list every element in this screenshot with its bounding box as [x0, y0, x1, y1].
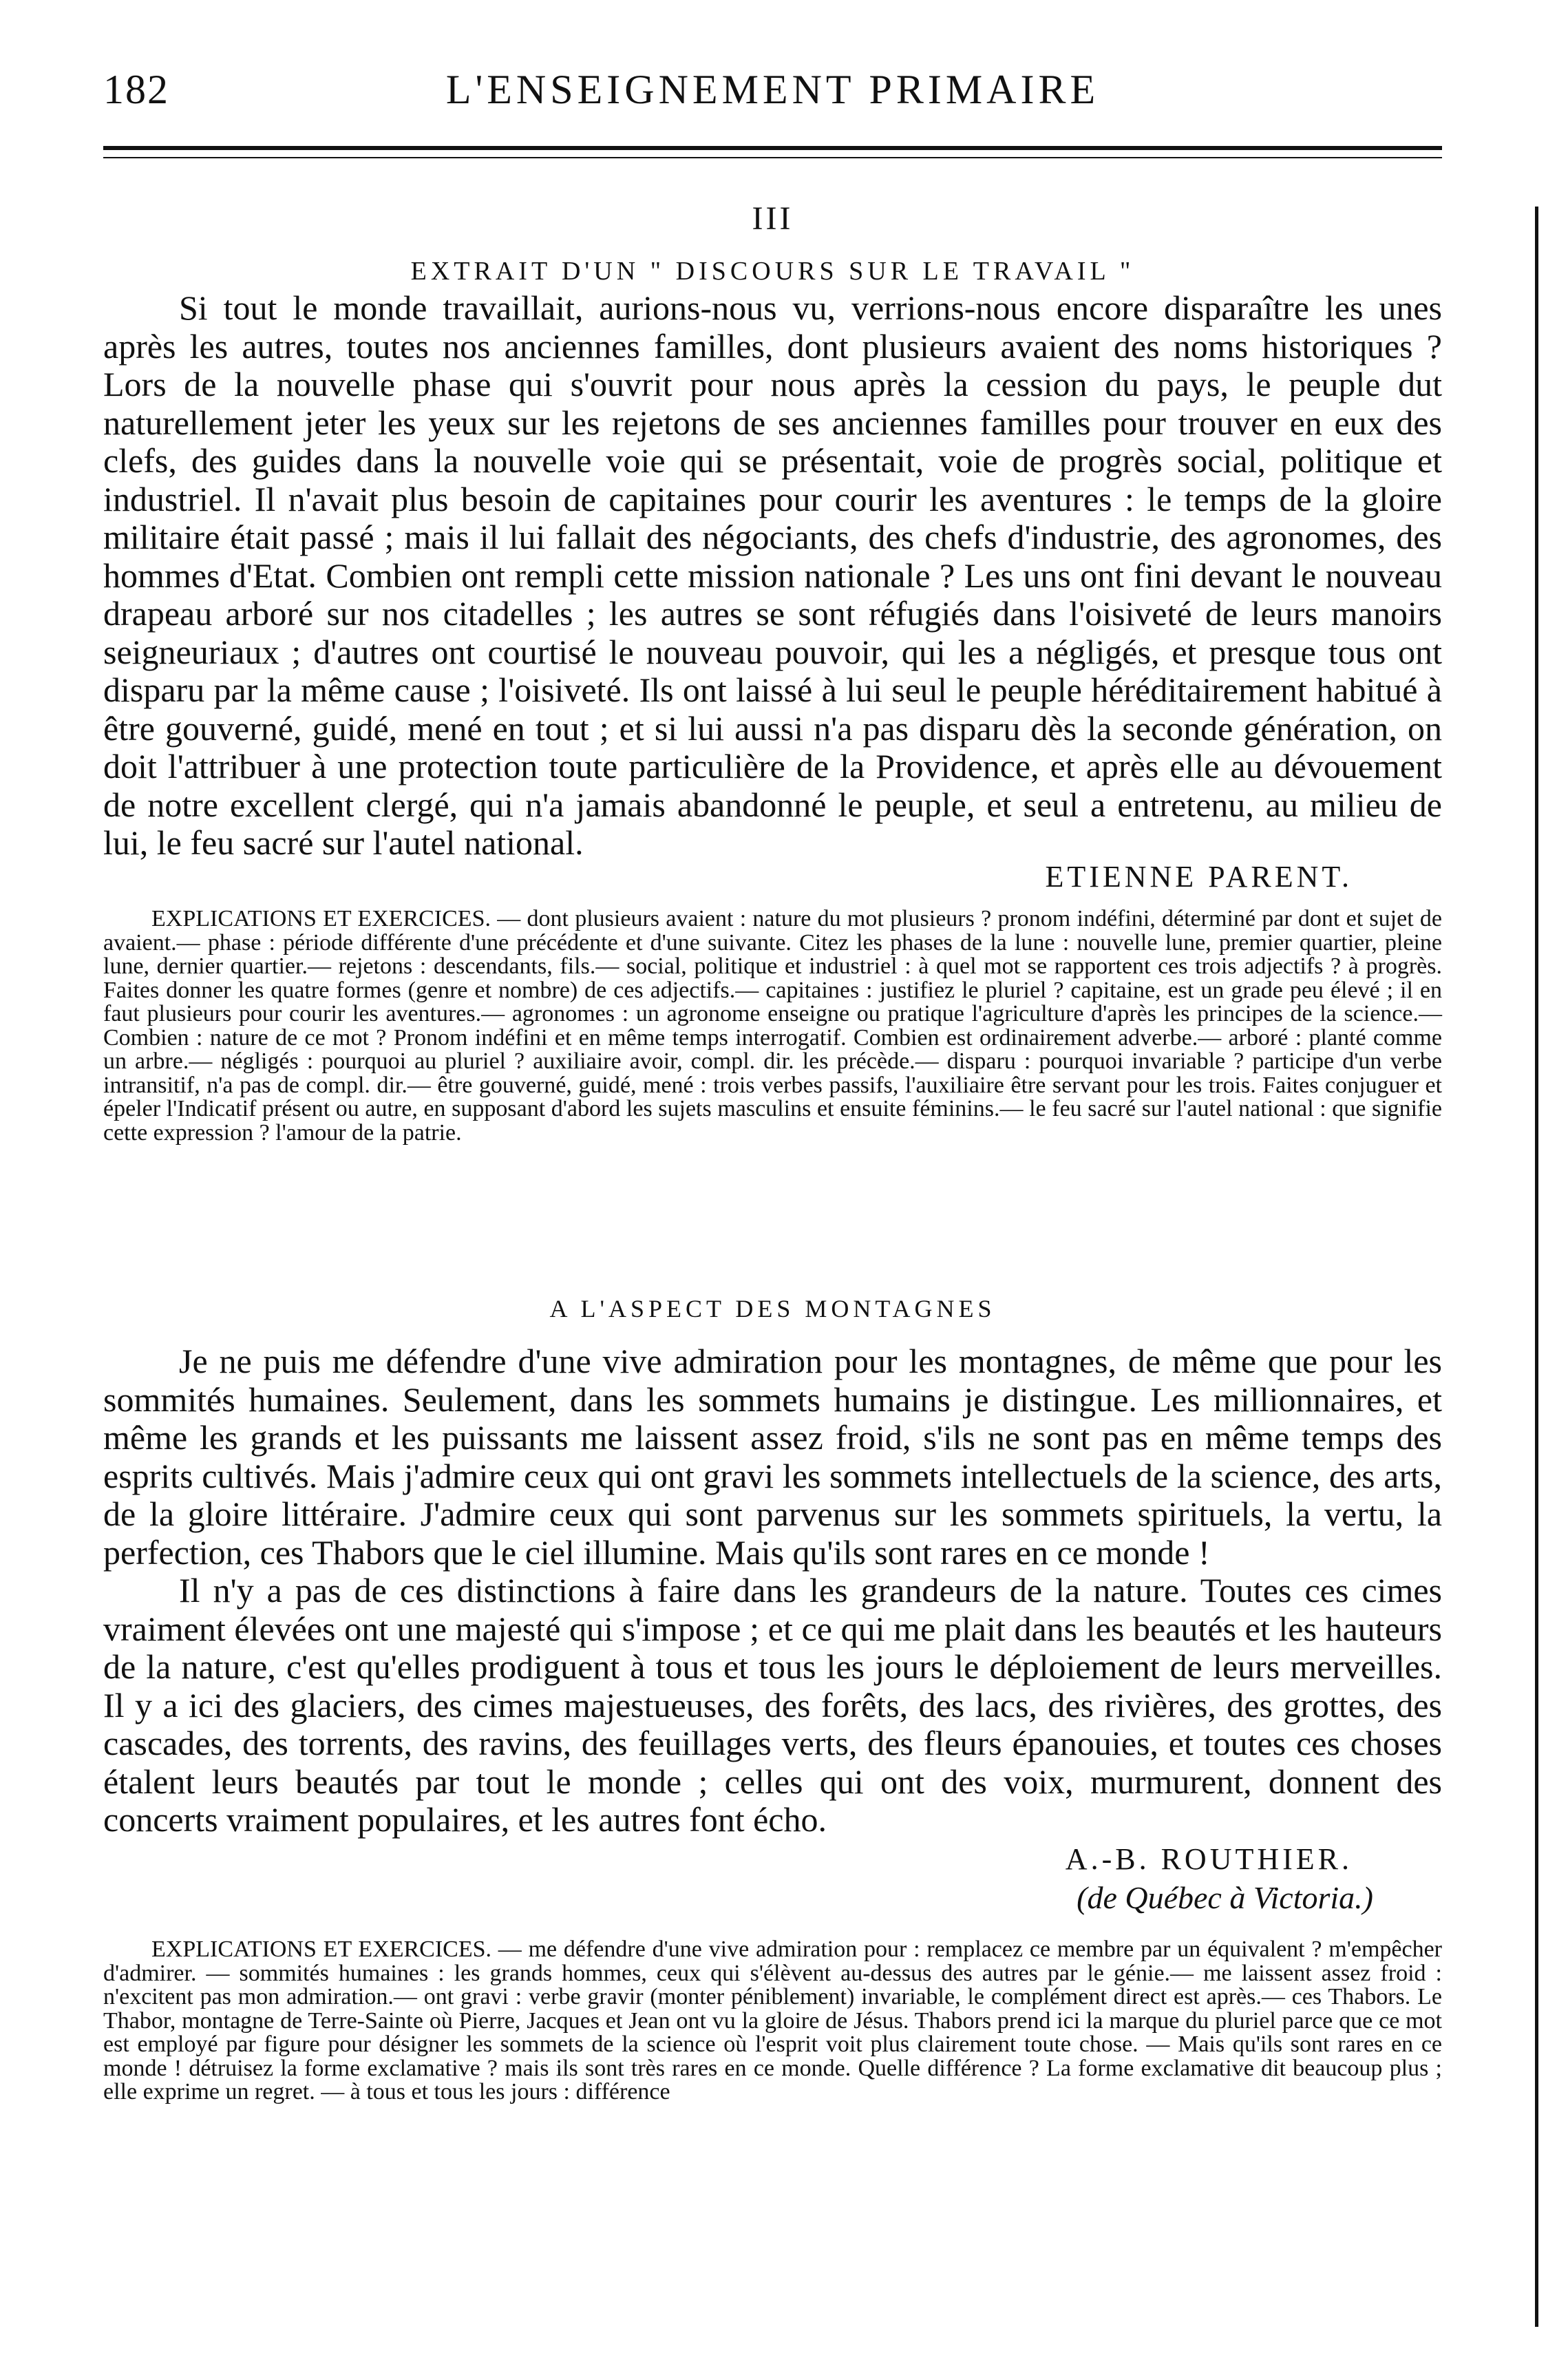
section2-author: A.-B. ROUTHIER.: [1065, 1842, 1353, 1876]
section-number: III: [752, 200, 794, 237]
page-number: 182: [103, 67, 169, 112]
section2-paragraph: Je ne puis me défendre d'une vive admiration pour les montagnes, de même que pour les sommités humaines. Seulement, dans les sommets humains je distingue. Les millionnaires, et même les grands et les puissants me laissent assez froid, s'ils ne sont pas en même temps des esprits cultivés. Mais j'admire ceux qui ont gravi les sommets intellectuels de la science, des arts, de la gloire littéraire. J'admire ceux qui sont parvenus sur les sommets spirituels, la vertu, la perfection, ces Thabors que le ciel illumine. Mais qu'ils sont rares en ce monde !: [103, 1342, 1442, 1572]
header-rule-thick: [103, 146, 1442, 150]
section2-title: A L'ASPECT DES MONTAGNES: [549, 1295, 996, 1322]
running-title: L'ENSEIGNEMENT PRIMAIRE: [445, 67, 1100, 112]
section2-paragraph: Il n'y a pas de ces distinctions à faire dans les grandeurs de la nature. Toutes ces cimes vraiment élevées ont une majesté qui s'impose ; et ce qui me plait dans les beautés et les hauteurs de la nature, c'est qu'elles prodiguent à tous et tous les jours le déploiement de leurs merveilles. Il y a ici des glaciers, des cimes majestueuses, des forêts, des lacs, des rivières, des grottes, des cascades, des torrents, des ravins, des feuillages verts, des fleurs épanouies, et toutes ces choses étalent leurs beautés par tout le monde ; celles qui ont des voix, murmurent, donnent des concerts vraiment populaires, et les autres font écho.: [103, 1571, 1442, 1839]
section2-body: [103, 1342, 1442, 1839]
section2-explications: EXPLICATIONS ET EXERCICES. — me défendre d'une vive admiration pour : remplacez ce membre par un équivalent ? m'empêcher d'admirer. — sommités humaines : les grands hommes, ceux qui s'élèvent au-dessus des autres par le génie.— me laissent assez froid : n'excitent pas mon admiration.— ont gravi : verbe gravir (monter péniblement) invariable, le complément direct est après.— ces Thabors. Le Thabor, montagne de Terre-Sainte où Pierre, Jacques et Jean ont vu la gloire de Jésus. Thabors prend ici la marque du pluriel parce que ce mot est employé par figure pour désigner les sommets de la science où l'esprit voit plus clairement toute chose. — Mais qu'ils sont rares en ce monde ! détruisez la forme exclamative ? mais ils sont très rares en ce monde. Quelle différence ? La forme exclamative dit beaucoup plus ; elle exprime un regret. — à tous et tous les jours : différence: [103, 1937, 1442, 2104]
margin-line: [1535, 207, 1538, 2327]
section-author: ETIENNE PARENT.: [1045, 860, 1353, 894]
section-paragraph: Si tout le monde travaillait, aurions-nous vu, verrions-nous encore disparaître les unes après les autres, toutes nos anciennes familles, dont plusieurs avaient des noms historiques ? Lors de la nouvelle phase qui s'ouvrit pour nous après la cession du pays, le peuple dut naturellement jeter les yeux sur les rejetons de ses anciennes familles pour trouver en eux des clefs, des guides dans la nouvelle voie qui se présentait, voie de progrès social, politique et industriel. Il n'avait plus besoin de capitaines pour courir les aventures : le temps de la gloire militaire était passé ; mais il lui fallait des négociants, des chefs d'industrie, des agronomes, des hommes d'Etat. Combien ont rempli cette mission nationale ? Les uns ont fini devant le nouveau drapeau arboré sur nos citadelles ; les autres se sont réfugiés dans l'oisiveté de leurs manoirs seigneuriaux ; d'autres ont courtisé le nouveau pouvoir, qui les a négligés, et presque tous ont disparu par la même cause ; l'oisiveté. Ils ont laissé à lui seul le peuple héréditairement habitué à être gouverné, guidé, mené en tout ; et si lui aussi n'a pas disparu dès la seconde génération, on doit l'attribuer à une protection toute particulière de la Providence, et après elle au dévouement de notre excellent clergé, qui n'a jamais abandonné le peuple, et seul a entretenu, au milieu de lui, le feu sacré sur l'autel national.: [103, 288, 1442, 862]
section2-source: (de Québec à Victoria.): [1077, 1880, 1373, 1915]
section-title: EXTRAIT D'UN " DISCOURS SUR LE TRAVAIL ": [410, 257, 1135, 286]
page-header: [103, 66, 1442, 128]
section-explications: EXPLICATIONS ET EXERCICES. — dont plusieurs avaient : nature du mot plusieurs ? pronom indéfini, déterminé par dont et sujet de avaient.— phase : période différente d'une précédente et d'une suivante. Citez les phases de la lune : nouvelle lune, premier quartier, pleine lune, dernier quartier.— rejetons : descendants, fils.— social, politique et industriel : à quel mot se rapportent ces trois adjectifs ? à progrès. Faites donner les quatre formes (genre et nombre) de ces adjectifs.— capitaines : justifiez le pluriel ? capitaine, est un grade peu élevé ; il en faut plusieurs pour courir les aventures.— agronomes : un agronome enseigne ou pratique l'agriculture d'après les principes de la science.— Combien : nature de ce mot ? Pronom indéfini et en même temps interrogatif. Combien est ordinairement adverbe.— arboré : planté comme un arbre.— négligés : pourquoi au pluriel ? auxiliaire avoir, compl. dir. les précède.— disparu : pourquoi invariable ? participe d'un verbe intransitif, n'a pas de compl. dir.— être gouverné, guidé, mené : trois verbes passifs, l'auxiliaire être servant pour les trois. Faites conjuguer et épeler l'Indicatif présent ou autre, en supposant d'abord les sujets masculins et ensuite féminins.— le feu sacré sur l'autel national : que signifie cette expression ? l'amour de la patrie.: [103, 906, 1442, 1146]
header-rule-thin: [103, 157, 1442, 158]
